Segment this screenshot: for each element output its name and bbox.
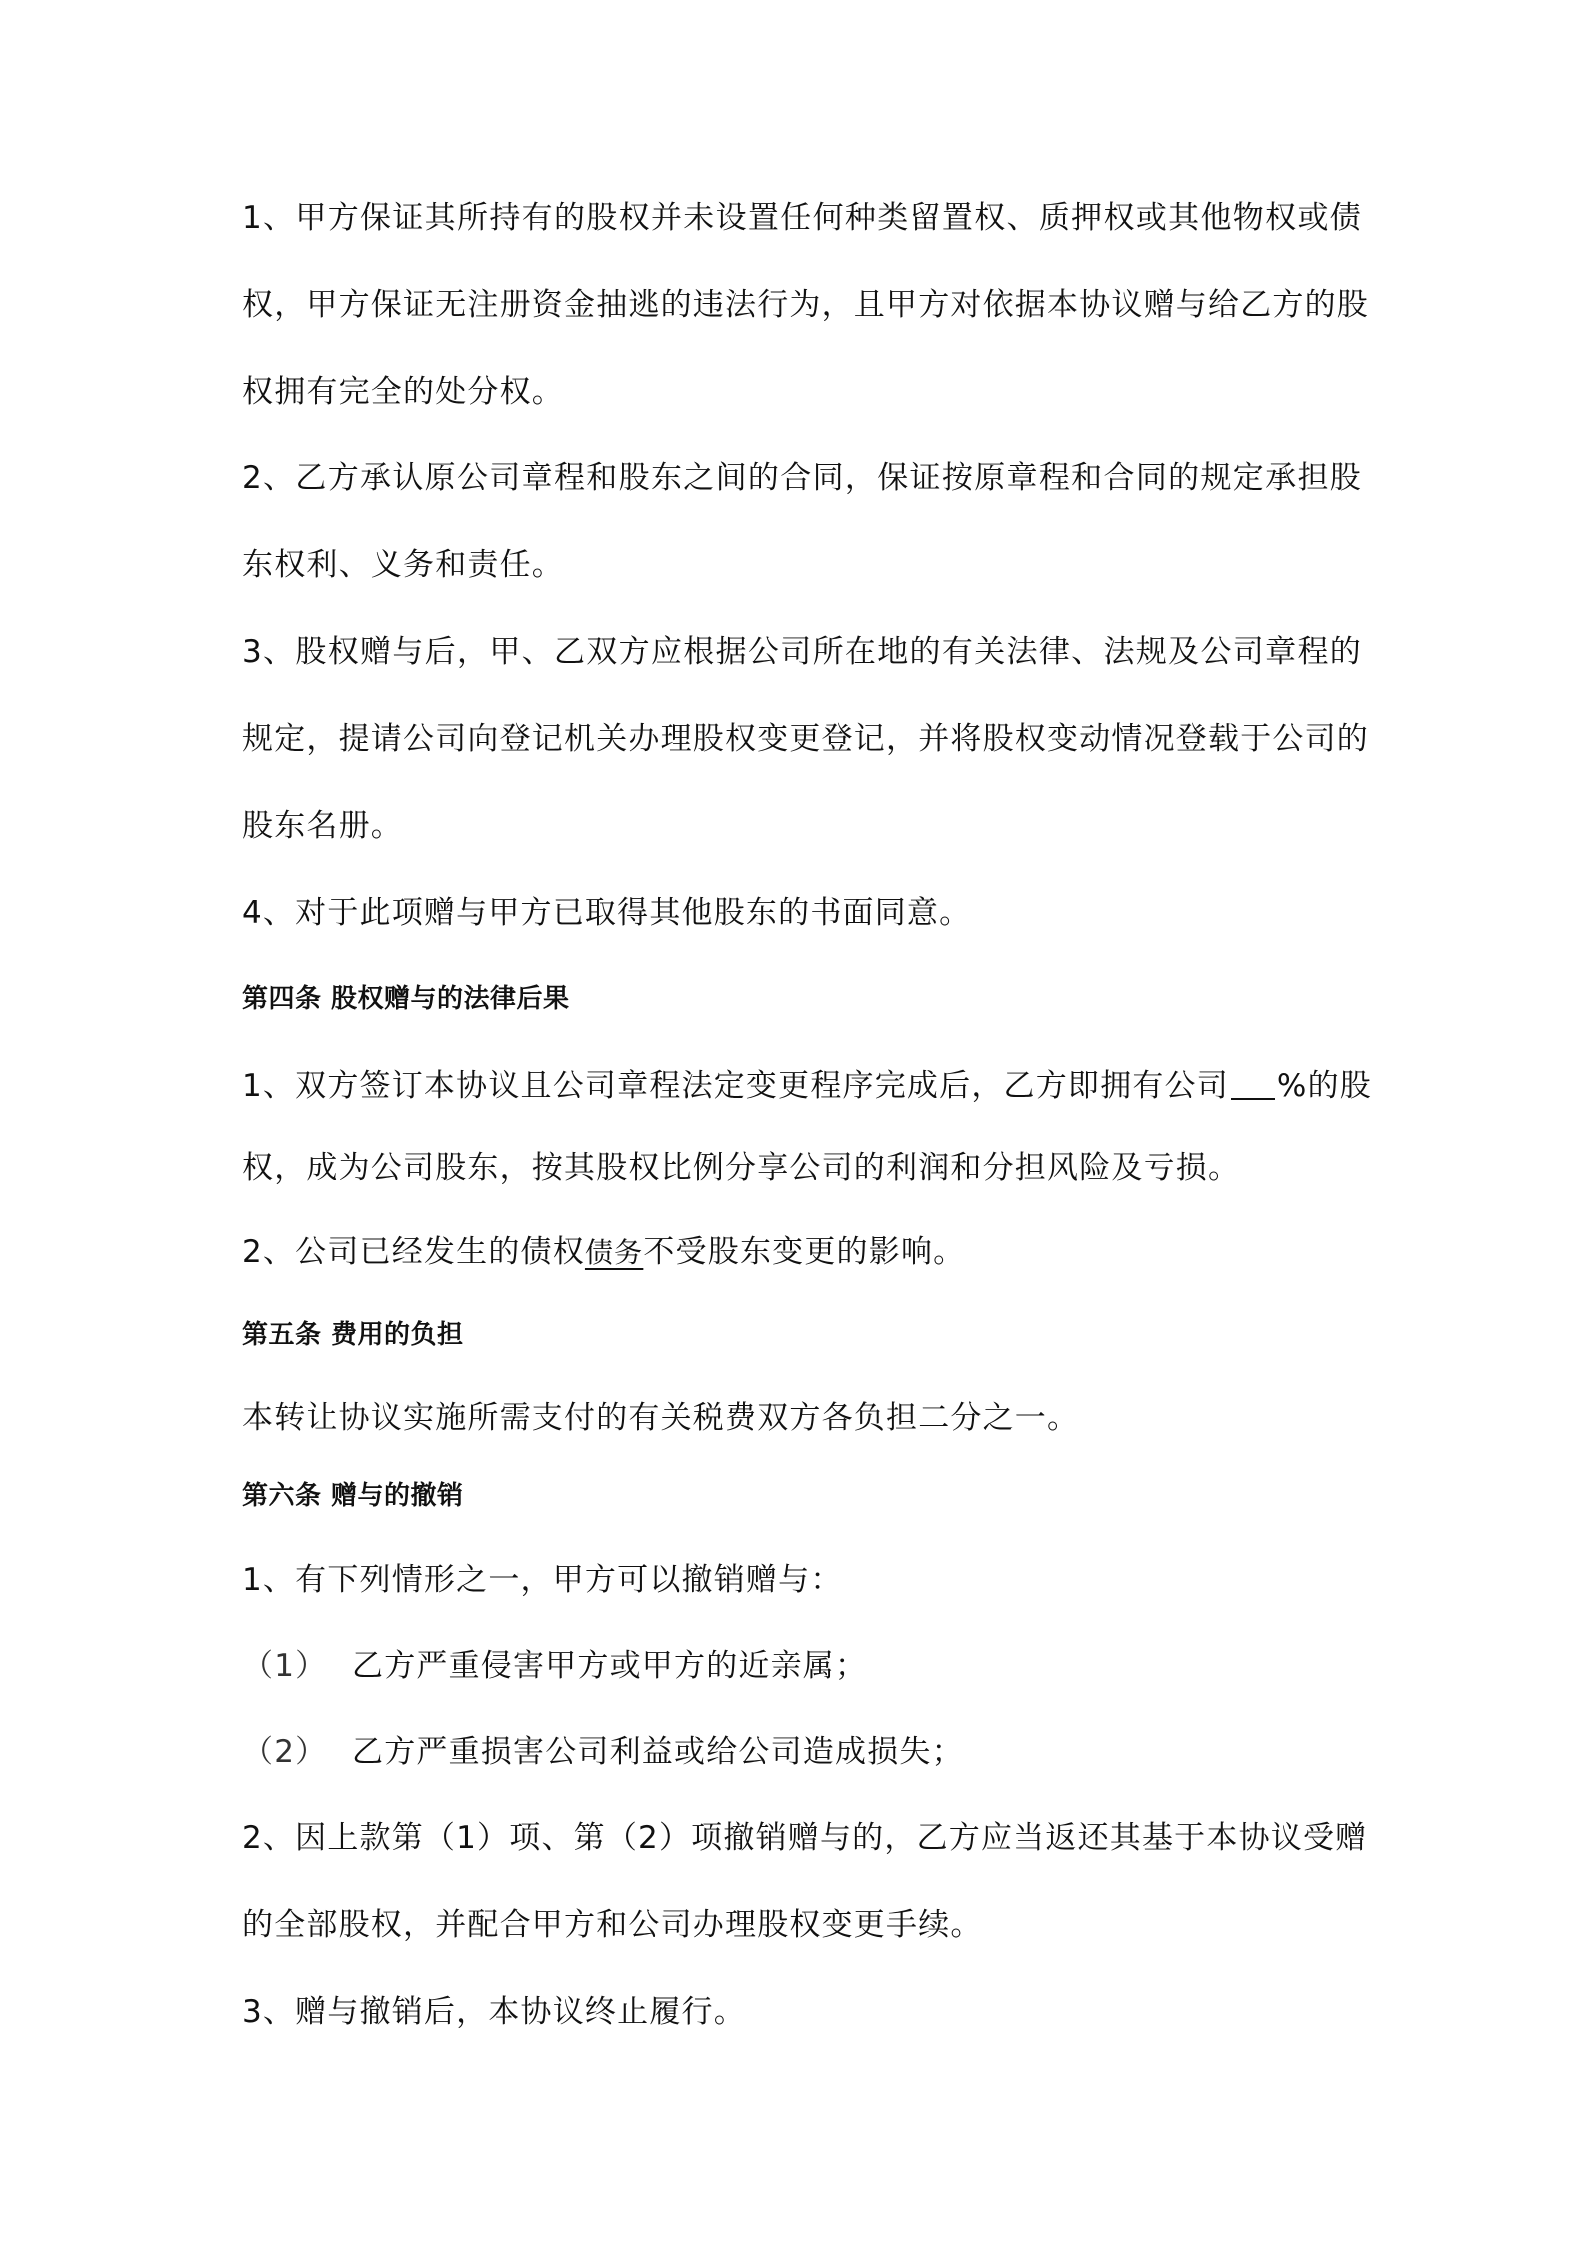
clause-3-1-line-3: 权拥有完全的处分权。: [242, 374, 564, 410]
clause-6-1-item-2: [242, 1732, 1362, 1772]
clause-3-2-line-1: 2、乙方承认原公司章程和股东之间的合同，保证按原章程和合同的规定承担股: [242, 460, 1362, 496]
clause-3-1-line-2: 权，甲方保证无注册资金抽逃的违法行为，且甲方对依据本协议赠与给乙方的股: [242, 287, 1369, 323]
article-4-heading: 第四条 股权赠与的法律后果: [242, 984, 570, 1014]
clause-3-2-line-2: 东权利、义务和责任。: [242, 547, 564, 583]
clause-4-1-text-start: 1、双方签订本协议且公司章程法定变更程序完成后，乙方即拥有公司: [242, 1068, 1229, 1104]
item-number: （1）: [242, 1648, 328, 1684]
clause-3-3-line-1: 3、股权赠与后，甲、乙双方应根据公司所在地的有关法律、法规及公司章程的: [242, 634, 1362, 670]
item-number: （2）: [242, 1734, 328, 1770]
clause-3-3-line-2: 规定，提请公司向登记机关办理股权变更登记，并将股权变动情况登载于公司的: [242, 721, 1369, 757]
clause-4-2-text-end: 不受股东变更的影响。: [643, 1234, 966, 1270]
article-5-heading: 第五条 费用的负担: [242, 1320, 464, 1350]
clause-6-2-line-2: 的全部股权，并配合甲方和公司办理股权变更手续。: [242, 1907, 983, 1943]
item-text: 乙方严重损害公司利益或给公司造成损失；: [352, 1734, 964, 1770]
clause-3-3-line-3: 股东名册。: [242, 808, 403, 844]
underlined-term: 债务: [584, 1236, 644, 1269]
clause-6-3: 3、赠与撤销后，本协议终止履行。: [242, 1994, 746, 2030]
clause-6-2-line-1: 2、因上款第（1）项、第（2）项撤销赠与的，乙方应当返还其基于本协议受赠: [242, 1820, 1368, 1856]
clause-4-1-text-end: %的股: [1276, 1068, 1372, 1104]
clause-3-4: 4、对于此项赠与甲方已取得其他股东的书面同意。: [242, 895, 972, 931]
clause-6-1: 1、有下列情形之一，甲方可以撤销赠与：: [242, 1562, 843, 1598]
clause-3-1-line-1: 1、甲方保证其所持有的股权并未设置任何种类留置权、质押权或其他物权或债: [242, 200, 1362, 236]
clause-5: 本转让协议实施所需支付的有关税费双方各负担二分之一。: [242, 1400, 1080, 1436]
item-text: 乙方严重侵害甲方或甲方的近亲属；: [352, 1648, 868, 1684]
clause-4-1-line-1: [242, 1066, 1372, 1106]
clause-4-2-text-start: 2、公司已经发生的债权: [242, 1234, 585, 1270]
clause-6-1-item-1: [242, 1646, 1362, 1686]
clause-4-2: [242, 1232, 1362, 1273]
article-6-heading: 第六条 赠与的撤销: [242, 1481, 464, 1511]
clause-4-1-line-2: 权，成为公司股东，按其股权比例分享公司的利润和分担风险及亏损。: [242, 1150, 1241, 1186]
percentage-blank: [1231, 1068, 1275, 1100]
